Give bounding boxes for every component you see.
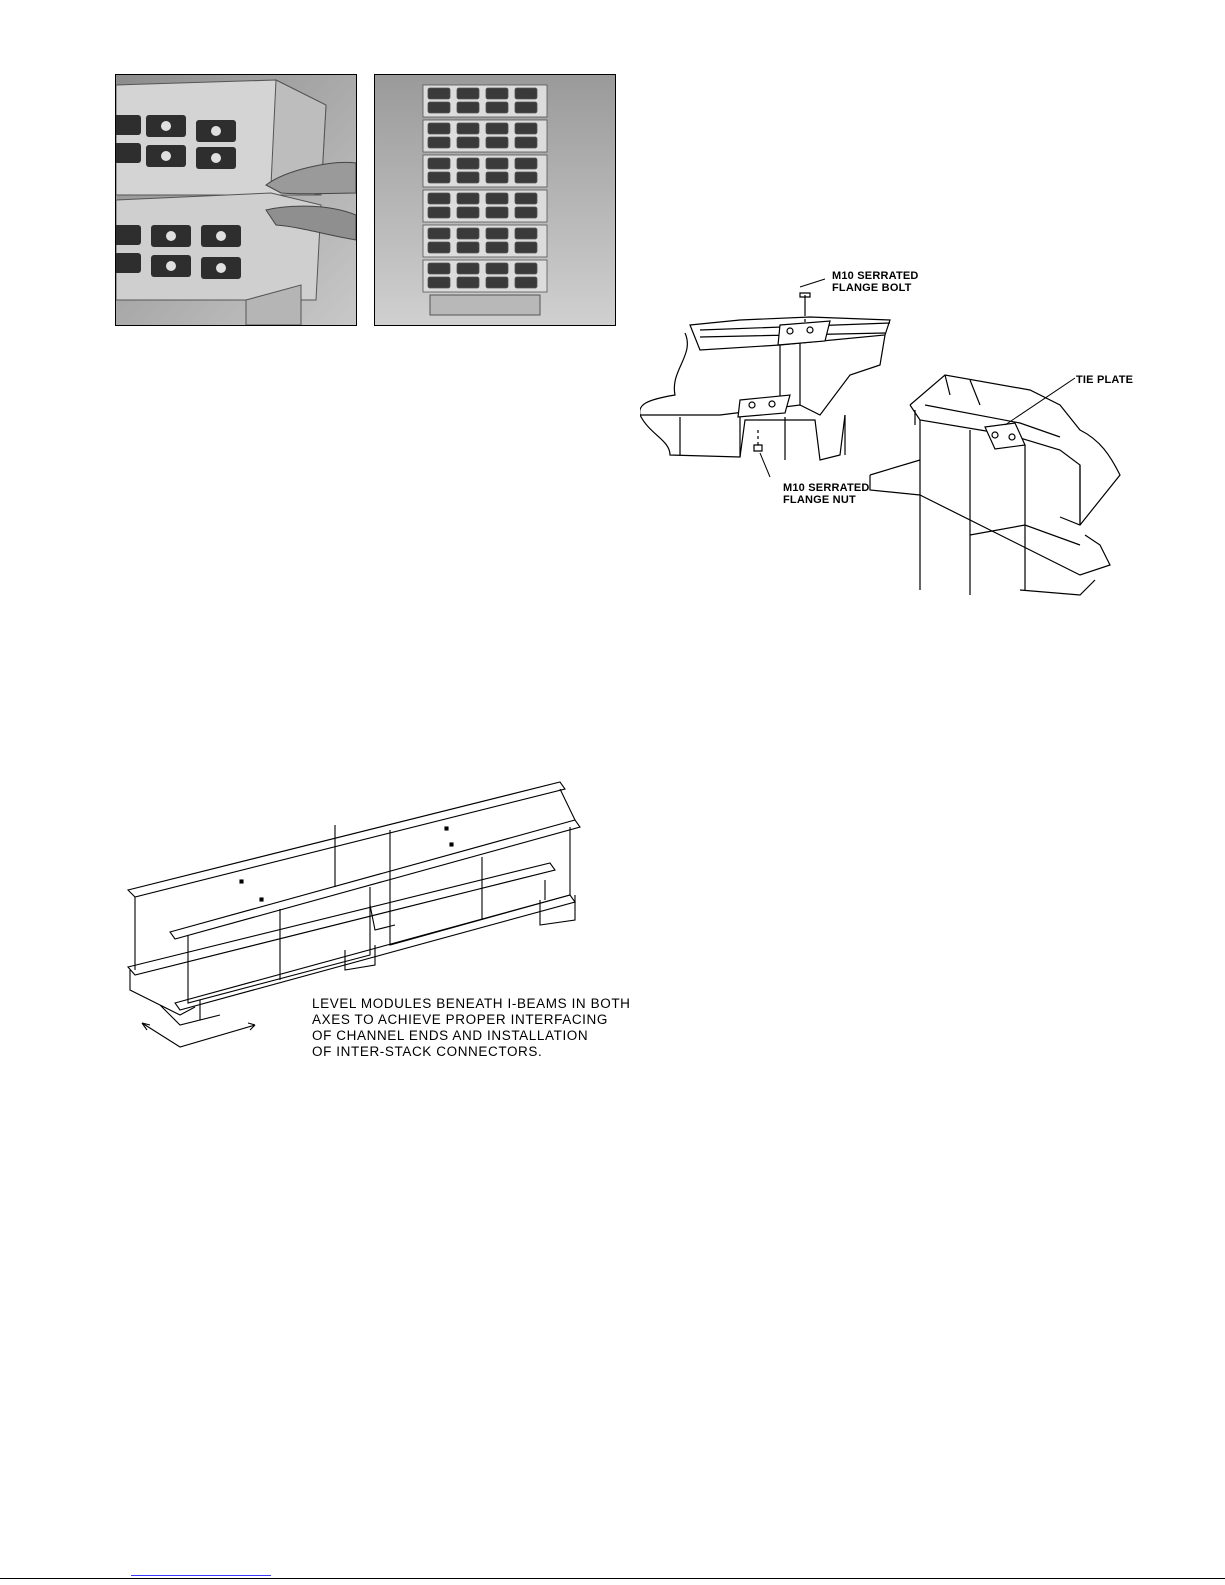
stack-cell xyxy=(515,158,537,169)
bolt-callout: M10 SERRATED FLANGE BOLT xyxy=(832,270,919,294)
stack-cell xyxy=(428,158,450,169)
tie-plate-callout: TIE PLATE xyxy=(1076,374,1134,386)
stack-cell xyxy=(457,137,479,148)
stack-cell xyxy=(515,172,537,183)
stack-cell xyxy=(515,207,537,218)
stack-cell xyxy=(428,137,450,148)
stack-cell xyxy=(486,242,508,253)
stack-cell xyxy=(428,193,450,204)
note-line: AXES TO ACHIEVE PROPER INTERFACING xyxy=(312,1012,608,1027)
stack-cell xyxy=(486,172,508,183)
stack-cell xyxy=(428,207,450,218)
stack-cell xyxy=(515,193,537,204)
stack-cell xyxy=(428,172,450,183)
stack-cell xyxy=(486,228,508,239)
stack-cell xyxy=(515,137,537,148)
stack-cell xyxy=(515,123,537,134)
stack-cell xyxy=(457,228,479,239)
stack-cell xyxy=(486,277,508,288)
stack-cell xyxy=(457,263,479,274)
stack-cell xyxy=(515,88,537,99)
stack-cell xyxy=(515,242,537,253)
stack-cell xyxy=(515,277,537,288)
stack-cell xyxy=(428,102,450,113)
stack-cell xyxy=(428,263,450,274)
stack-cell xyxy=(486,207,508,218)
nut-callout: M10 SERRATED FLANGE NUT xyxy=(783,482,870,506)
note-line: LEVEL MODULES BENEATH I-BEAMS IN BOTH xyxy=(312,996,631,1011)
stack-cell xyxy=(457,88,479,99)
battery-stack-photo xyxy=(374,74,616,326)
leveling-note xyxy=(312,996,631,1060)
stack-cell xyxy=(428,88,450,99)
stack-cell xyxy=(457,158,479,169)
stack-cell xyxy=(428,228,450,239)
stack-cell xyxy=(486,88,508,99)
stack-cell xyxy=(486,137,508,148)
footer-rule xyxy=(0,1578,1225,1579)
stack-cell xyxy=(515,102,537,113)
stack-cell xyxy=(486,263,508,274)
note-line: OF CHANNEL ENDS AND INSTALLATION xyxy=(312,1028,589,1043)
stack-cell xyxy=(457,123,479,134)
stack-cell xyxy=(428,277,450,288)
stack-cell xyxy=(457,102,479,113)
stack-cell xyxy=(457,277,479,288)
stack-cell xyxy=(457,242,479,253)
stack-cell xyxy=(457,172,479,183)
footer-link-underline[interactable] xyxy=(131,1575,271,1576)
stack-cell xyxy=(486,193,508,204)
connector-install-photo xyxy=(115,74,357,326)
stack-cell xyxy=(515,228,537,239)
stack-cell xyxy=(486,123,508,134)
stack-cell xyxy=(486,102,508,113)
stack-cell xyxy=(457,193,479,204)
stack-cell xyxy=(428,242,450,253)
stack-cell xyxy=(515,263,537,274)
stack-cell xyxy=(428,123,450,134)
stack-cell xyxy=(457,207,479,218)
stack-cell xyxy=(486,158,508,169)
tie-plate-diagram xyxy=(640,255,1170,605)
note-line: OF INTER-STACK CONNECTORS. xyxy=(312,1044,543,1059)
